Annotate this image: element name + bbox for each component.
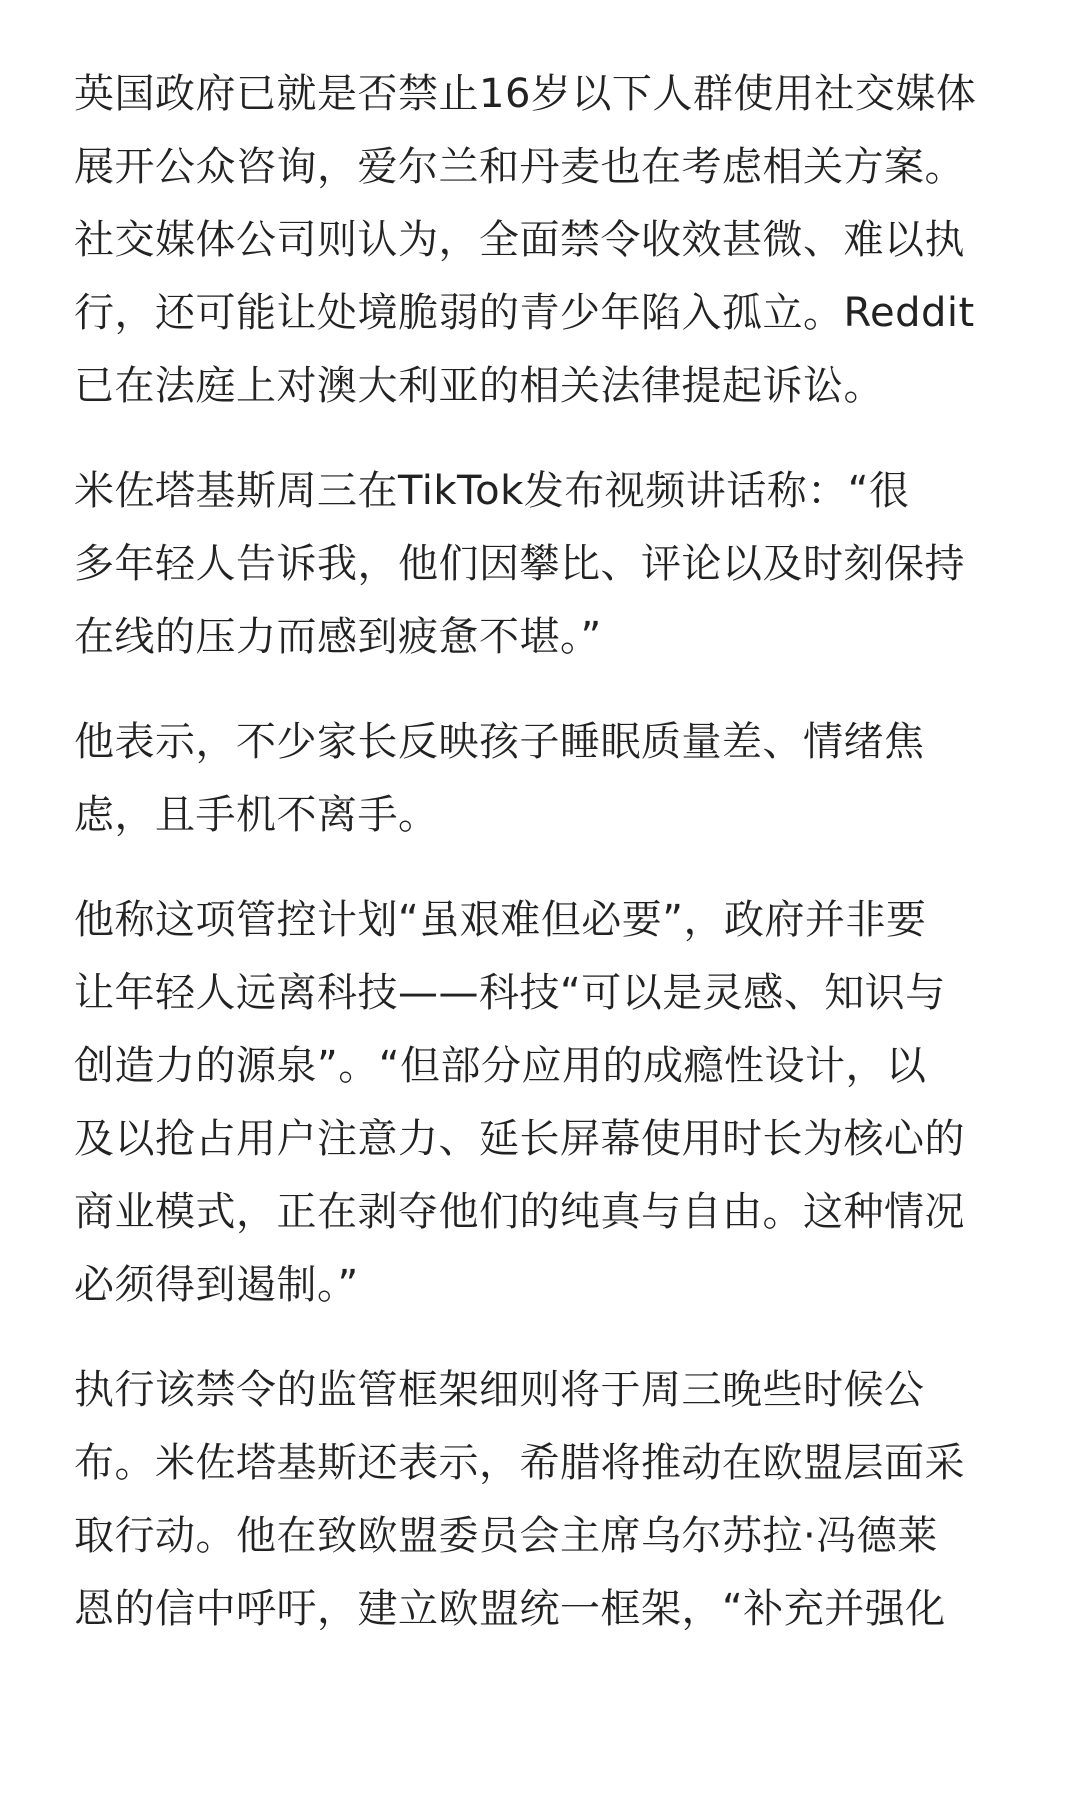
- text-line: 创造力的源泉”。“但部分应用的成瘾性设计，以: [74, 1043, 927, 1089]
- text-line: 他称这项管控计划“虽艰难但必要”，政府并非要: [74, 897, 927, 943]
- text-line: 米佐塔基斯周三在TikTok发布视频讲话称：“很: [74, 468, 910, 514]
- text-line: 在线的压力而感到疲惫不堪。”: [74, 614, 602, 660]
- paragraph-eu-framework: [74, 1354, 1014, 1646]
- text-line: 商业模式，正在剥夺他们的纯真与自由。这种情况: [74, 1189, 965, 1235]
- paragraph-parents: [74, 706, 1014, 852]
- text-line: 虑，且手机不离手。: [74, 792, 439, 838]
- text-line: 行，还可能让处境脆弱的青少年陷入孤立。Reddit: [74, 290, 975, 336]
- text-line: 必须得到遏制。”: [74, 1262, 359, 1308]
- text-line: 已在法庭上对澳大利亚的相关法律提起诉讼。: [74, 363, 884, 409]
- article-body: [74, 58, 1014, 1678]
- text-line: 让年轻人远离科技——科技“可以是灵感、知识与: [74, 970, 946, 1016]
- text-line: 英国政府已就是否禁止16岁以下人群使用社交媒体: [74, 71, 977, 117]
- text-line: 执行该禁令的监管框架细则将于周三晚些时候公: [74, 1367, 925, 1413]
- paragraph-uk-consultation: [74, 58, 1014, 423]
- text-line: 及以抢占用户注意力、延长屏幕使用时长为核心的: [74, 1116, 965, 1162]
- text-line: 社交媒体公司则认为，全面禁令收效甚微、难以执: [74, 217, 965, 263]
- paragraph-control-plan: [74, 884, 1014, 1322]
- text-line: 多年轻人告诉我，他们因攀比、评论以及时刻保持: [74, 541, 965, 587]
- text-line: 取行动。他在致欧盟委员会主席乌尔苏拉·冯德莱: [74, 1513, 938, 1559]
- text-line: 他表示，不少家长反映孩子睡眠质量差、情绪焦: [74, 719, 925, 765]
- text-line: 布。米佐塔基斯还表示，希腊将推动在欧盟层面采: [74, 1440, 965, 1486]
- text-line: 恩的信中呼吁，建立欧盟统一框架，“补充并强化: [74, 1586, 946, 1632]
- text-line: 展开公众咨询，爱尔兰和丹麦也在考虑相关方案。: [74, 144, 965, 190]
- paragraph-tiktok-video: [74, 455, 1014, 674]
